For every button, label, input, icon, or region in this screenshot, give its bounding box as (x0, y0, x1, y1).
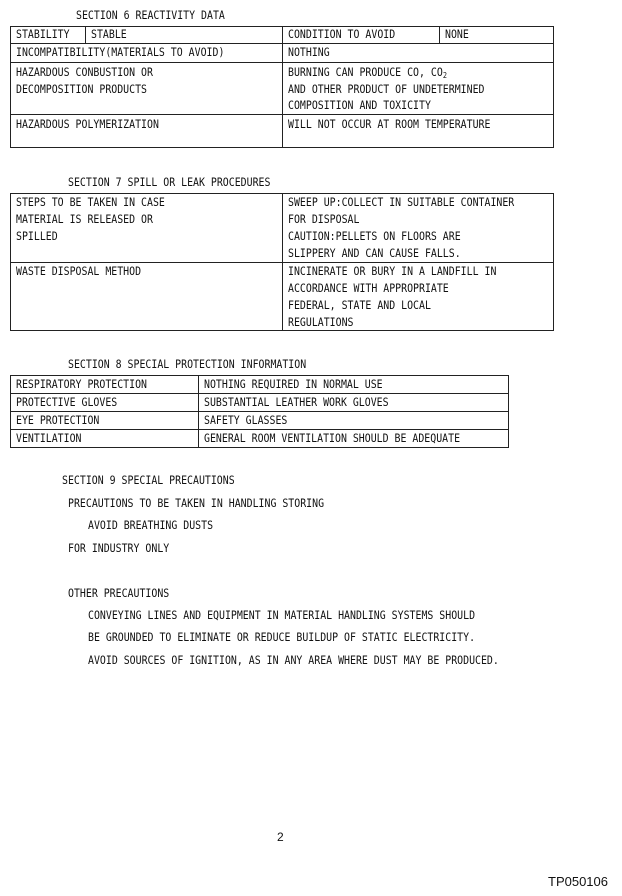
other-precautions-heading: OTHER PRECAUTIONS (68, 586, 170, 600)
protection-value: NOTHING REQUIRED IN NORMAL USE (204, 377, 383, 391)
incompatibility-label: INCOMPATIBILITY(MATERIALS TO AVOID) (16, 45, 225, 59)
spill-steps-value: SWEEP UP:COLLECT IN SUITABLE CONTAINER (288, 195, 515, 209)
spill-steps-value: FOR DISPOSAL (288, 212, 360, 226)
protection-value: SUBSTANTIAL LEATHER WORK GLOVES (204, 395, 389, 409)
other-precautions-line: CONVEYING LINES AND EQUIPMENT IN MATERIAL HANDLING SYSTEMS SHOULD (88, 608, 476, 622)
section7-title: SECTION 7 SPILL OR LEAK PROCEDURES (68, 175, 271, 189)
industry-only: FOR INDUSTRY ONLY (68, 541, 170, 555)
hazardous-combustion-label: HAZARDOUS CONBUSTION OR (16, 65, 153, 79)
protection-label: RESPIRATORY PROTECTION (16, 377, 148, 391)
handling-item: AVOID BREATHING DUSTS (88, 518, 214, 532)
waste-disposal-value: INCINERATE OR BURY IN A LANDFILL IN (288, 264, 497, 278)
spill-steps-value: CAUTION:PELLETS ON FLOORS ARE (288, 229, 461, 243)
other-precautions-line: AVOID SOURCES OF IGNITION, AS IN ANY AREA WHERE DUST MAY BE PRODUCED. (88, 653, 499, 667)
condition-value: NONE (445, 27, 469, 41)
section6-divider (439, 26, 440, 43)
co2-subscript: 2 (442, 71, 447, 80)
protection-value: SAFETY GLASSES (204, 413, 288, 427)
section6-divider (282, 26, 283, 148)
other-precautions-line: BE GROUNDED TO ELIMINATE OR REDUCE BUILDUP OF STATIC ELECTRICITY. (88, 630, 476, 644)
document-code: TP050106 (548, 874, 608, 889)
spill-steps-value: SLIPPERY AND CAN CAUSE FALLS. (288, 246, 461, 260)
condition-label: CONDITION TO AVOID (288, 27, 396, 41)
spill-steps-label: SPILLED (16, 229, 58, 243)
waste-disposal-value: FEDERAL, STATE AND LOCAL (288, 298, 431, 312)
spill-steps-label: MATERIAL IS RELEASED OR (16, 212, 153, 226)
protection-label: EYE PROTECTION (16, 413, 100, 427)
protection-value: GENERAL ROOM VENTILATION SHOULD BE ADEQUATE (204, 431, 461, 445)
protection-label: PROTECTIVE GLOVES (16, 395, 118, 409)
hazardous-polymerization-label: HAZARDOUS POLYMERIZATION (16, 117, 159, 131)
section9-title: SECTION 9 SPECIAL PRECAUTIONS (62, 473, 235, 487)
protection-label: VENTILATION (16, 431, 82, 445)
section8-title: SECTION 8 SPECIAL PROTECTION INFORMATION (68, 357, 307, 371)
page-number: 2 (277, 830, 284, 844)
section6-divider (85, 26, 86, 43)
hazardous-combustion-value: COMPOSITION AND TOXICITY (288, 98, 431, 112)
spill-steps-label: STEPS TO BE TAKEN IN CASE (16, 195, 165, 209)
hazardous-combustion-value: BURNING CAN PRODUCE CO, $CO_2$ (288, 65, 447, 80)
section7-divider (282, 193, 283, 331)
section8-divider (198, 375, 199, 448)
waste-disposal-value: REGULATIONS (288, 315, 354, 329)
section6-title: SECTION 6 REACTIVITY DATA (76, 8, 225, 22)
stability-value: STABLE (91, 27, 127, 41)
hazardous-combustion-value: AND OTHER PRODUCT OF UNDETERMINED (288, 82, 485, 96)
waste-disposal-label: WASTE DISPOSAL METHOD (16, 264, 142, 278)
stability-label: STABILITY (16, 27, 70, 41)
hazardous-combustion-label: DECOMPOSITION PRODUCTS (16, 82, 148, 96)
waste-disposal-value: ACCORDANCE WITH APPROPRIATE (288, 281, 449, 295)
handling-heading: PRECAUTIONS TO BE TAKEN IN HANDLING STORING (68, 496, 325, 510)
hazardous-polymerization-value: WILL NOT OCCUR AT ROOM TEMPERATURE (288, 117, 491, 131)
incompatibility-value: NOTHING (288, 45, 330, 59)
